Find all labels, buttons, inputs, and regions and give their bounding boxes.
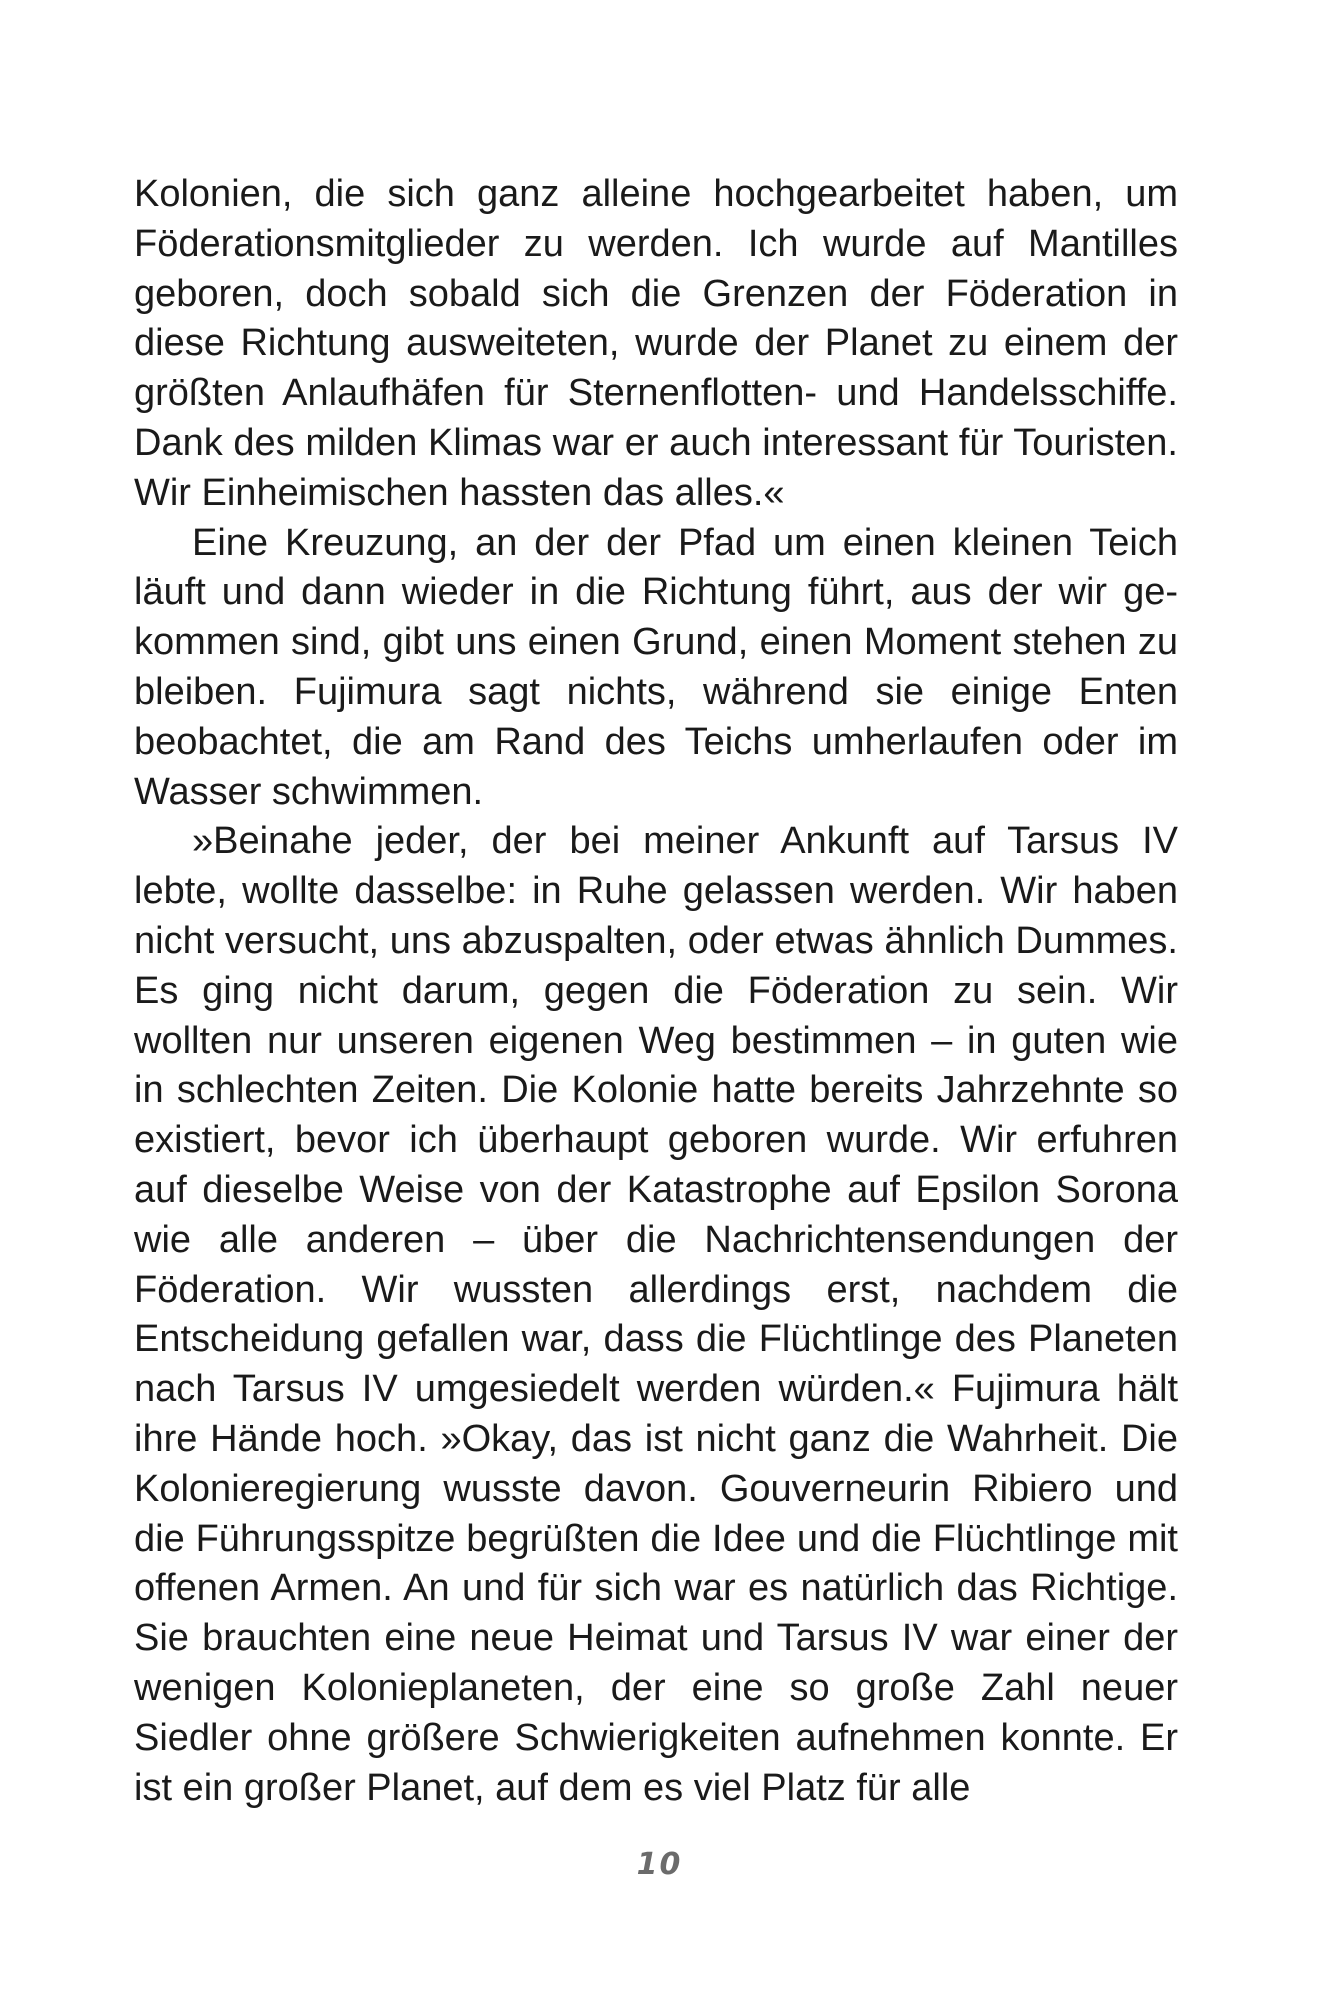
paragraph-2: Eine Kreuzung, an der der Pfad um einen kleinen Teich läuft und dann wieder in die Richtung führt, aus der wir gekommen sind, gibt uns einen Grund, einen Moment stehen zu bleiben. Fujimura sagt nichts, während sie einige Enten beobachtet, die am Rand des Teichs umherlaufen oder im Wasser schwimmen. [134, 521, 1178, 813]
paragraph-3: »Beinahe jeder, der bei meiner Ankunft auf Tarsus IV lebte, wollte dasselbe: in Ruhe gelassen werden. Wir haben nicht versucht, uns abzuspalten, oder etwas ähnlich Dummes. Es ging nicht darum, gegen die Föderation zu sein. Wir wollten nur unseren eigenen Weg bestimmen – in guten wie in schlechten Zeiten. Die Kolonie hatte bereits Jahrzehnte so existiert, bevor ich überhaupt geboren wurde. Wir erfuhren auf dieselbe Weise von der Katastrophe auf Epsilon Sorona wie alle anderen – über die Nachrichtensendungen der Föderation. Wir wussten allerdings erst, nachdem die Entscheidung gefallen war, dass die Flüchtlinge des Planeten nach Tarsus IV umgesiedelt werden würden.« Fujimura hält ihre Hände hoch. »Okay, das ist nicht ganz die Wahrheit. Die Kolonieregierung wusste davon. Gouverneurin Ribiero und die Führungsspitze begrüßten die Idee und die Flüchtlinge mit offenen Armen. An und für sich war es natürlich das Richtige. Sie brauchten eine neue Heimat und Tarsus IV war einer der wenigen Kolonieplaneten, der eine so große Zahl neuer Siedler ohne größere Schwierigkeiten aufnehmen konnte. Er ist ein großer Planet, auf dem es viel Platz für alle [134, 820, 1178, 1809]
body-text [134, 170, 1178, 1813]
page-number: 10 [636, 1847, 683, 1882]
paragraph-1: Kolonien, die sich ganz alleine hochgearbeitet haben, um Föderationsmitglieder zu werden. Ich wurde auf Mantilles geboren, doch sobald sich die Grenzen der Föderation in diese Richtung ausweiteten, wurde der Planet zu einem der größten Anlaufhäfen für Sternenflotten- und Handelsschiffe. Dank des milden Klimas war er auch interessant für Touristen. Wir Einheimischen hassten das alles.« [134, 173, 1178, 514]
